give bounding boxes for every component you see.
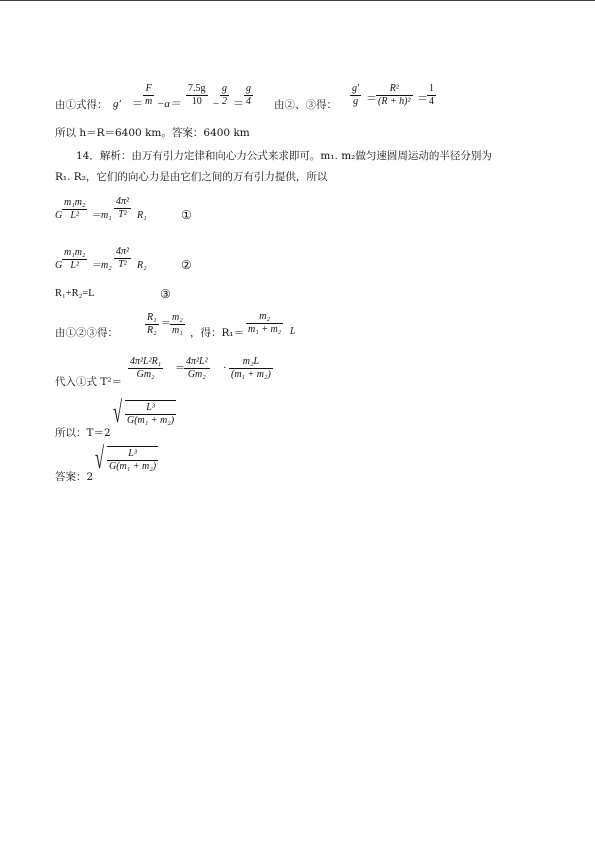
symbol-equals: ＝ (417, 93, 428, 105)
problem-14-line-2: R₁. R₂，它们的向心力是由它们之间的万有引力提供，所以 (55, 171, 328, 183)
symbol-equals-m2: ＝m₂ (91, 260, 112, 271)
symbol-equals: ＝ (175, 363, 185, 374)
text-prefix: 由①式得： (55, 99, 108, 111)
fraction-gprime-over-g: g′ g (352, 83, 360, 107)
equation-mark-1: ① (181, 208, 192, 222)
square-root (95, 444, 165, 480)
fraction-4pi2l2-over-gm2: 4π²L² Gm₂ (186, 356, 208, 380)
problem-14-line-1: 14．解析：由万有引力定律和向心力公式来求即可。m₁. m₂做匀速圆周运动的半径分别为 (76, 150, 492, 162)
symbol-g-prime: g′ (113, 98, 121, 110)
fraction-m2l-over-m1-plus-m2: m₂L (m₁ + m₂) (231, 356, 271, 380)
fraction-4pi2l2r1-over-gm2: 4π²L²R₁ Gm₂ (130, 356, 162, 380)
radical-sign: √ (95, 442, 105, 475)
symbol-minus: − (213, 98, 220, 110)
answer-line: 所以 h＝R＝6400 km。答案：6400 km (55, 127, 250, 139)
fraction-r1-over-r2: R₁ R₂ (147, 312, 157, 336)
fraction-l3-over-g-m1-plus-m2: L³ G(m₁ + m₂) (127, 402, 175, 426)
text-prefix: 代入①式 T²＝ (55, 376, 123, 388)
symbol-equals: ＝ (132, 98, 143, 110)
symbol-g: G (55, 260, 63, 271)
equation-mark-3: ③ (160, 287, 171, 301)
fraction-l3-over-g-m1-plus-m2: L³ G(m₁ + m₂) (109, 448, 157, 472)
symbol-equals-m1: ＝m₁ (91, 210, 112, 221)
text-mid: 由②、③得： (274, 99, 337, 111)
square-root (113, 398, 183, 434)
text-mid: ，得：R₁＝ (190, 327, 245, 339)
text-prefix: 所以：T＝2 (55, 427, 111, 439)
symbol-r1: R₁ (137, 210, 147, 221)
fraction-1-over-4: 1 4 (429, 83, 434, 107)
symbol-equals: ＝ (161, 318, 171, 329)
fraction-f-over-m: F m (145, 83, 153, 107)
fraction-m2-over-m1-plus-m2: m₂ m₁ + m₂ (248, 311, 282, 335)
text-prefix: 由①②③得： (55, 327, 118, 339)
fraction-m1m2-over-l2: m₁m₂ L² (64, 247, 86, 271)
fraction-7-5g-over-10: 7.5g 10 (188, 83, 206, 107)
text-prefix: 答案：2 (55, 471, 94, 483)
radical-sign: √ (113, 396, 123, 429)
fraction-m1m2-over-l2: m₁m₂ L² (64, 197, 86, 221)
fraction-g-over-2: g 2 (222, 83, 227, 107)
fraction-g-over-4: g 4 (246, 83, 251, 107)
symbol-l: L (290, 326, 296, 337)
symbol-equals: ＝ (366, 93, 377, 105)
equation-mark-2: ② (181, 258, 192, 272)
fraction-4pi2-over-t2: 4π² T² (116, 246, 130, 270)
fraction-r2-over-rh2: R² (R + h)² (378, 83, 411, 107)
equation-3: R₁+R₂=L (55, 288, 95, 299)
fraction-m2-over-m1: m₂ m₁ (172, 312, 183, 336)
symbol-r2: R₂ (137, 260, 147, 271)
symbol-dot: · (223, 363, 227, 374)
symbol-equals: ＝ (233, 98, 244, 110)
symbol-minus-a: −a＝ (157, 98, 181, 110)
fraction-4pi2-over-t2: 4π² T² (116, 196, 130, 220)
symbol-g: G (55, 210, 63, 221)
